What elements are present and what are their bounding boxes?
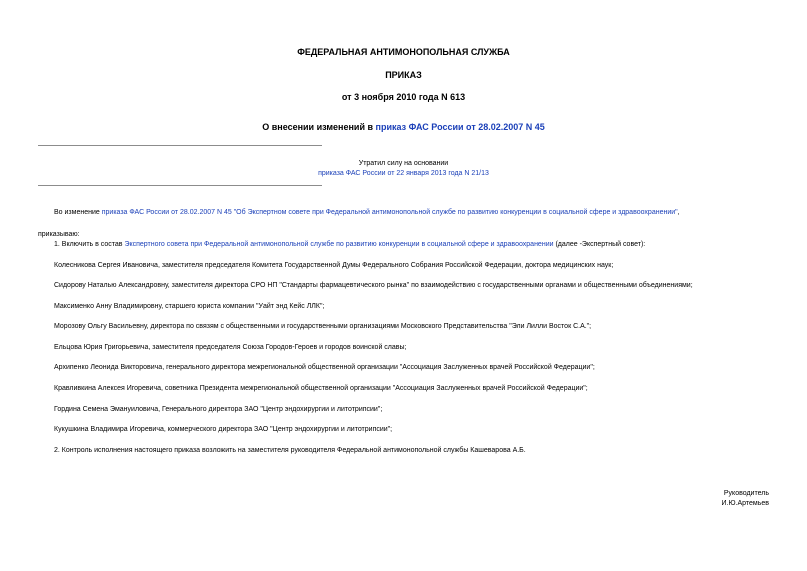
intro-paragraph bbox=[54, 209, 680, 216]
member-item: Гордина Семена Эмануиловича, Генерального директора ЗАО "Центр эндохирургии и литотрипсии"; bbox=[54, 406, 383, 413]
status-link[interactable]: приказа ФАС России от 22 января 2013 года N 21/13 bbox=[318, 170, 489, 177]
member-item: Колесникова Сергея Ивановича, заместителя председателя Комитета Государственной Думы Федерального Собрания Российской Федерации, доктора медицинских наук; bbox=[54, 262, 614, 269]
member-item: Кравливкина Алексея Игоревича, советника Президента межрегиональной общественной организации "Ассоциация Заслуженных врачей Российской Федерации"; bbox=[54, 385, 588, 392]
intro-link[interactable]: приказа ФАС России от 28.02.2007 N 45 "Об Экспертном совете при Федеральной антимонопольной службе по развитию конкуренции в социальной сфере и здравоохранении" bbox=[101, 209, 678, 216]
agency-name: ФЕДЕРАЛЬНАЯ АНТИМОНОПОЛЬНАЯ СЛУЖБА bbox=[297, 47, 510, 57]
divider-top bbox=[38, 145, 322, 146]
doc-title bbox=[0, 122, 807, 132]
signature-title: Руководитель bbox=[723, 490, 769, 497]
status-link-wrap bbox=[0, 170, 807, 177]
doc-date-number: от 3 ноября 2010 года N 613 bbox=[341, 92, 466, 102]
member-item: Максименко Анну Владимировну, старшего юриста компании "Уайт энд Кейс ЛЛК"; bbox=[54, 303, 325, 310]
item-1-link[interactable]: Экспертного совета при Федеральной антимонопольной службе по развитию конкуренции в социальной сфере и здравоохранении bbox=[124, 241, 554, 248]
signature-name: И.Ю.Артемьев bbox=[721, 500, 769, 507]
member-item: Ельцова Юрия Григорьевича, заместителя председателя Союза Городов-Героев и городов воинской славы; bbox=[54, 344, 407, 351]
member-item: Кукушкина Владимира Игоревича, коммерческого директора ЗАО "Центр эндохирургии и литотрипсии"; bbox=[54, 426, 393, 433]
member-item: Сидорову Наталью Александровну, заместителя директора СРО НП "Стандарты фармацевтического рынка" по взаимодействию с государственными органами и общественными объединениями; bbox=[54, 282, 693, 289]
order-word: приказываю: bbox=[38, 231, 80, 238]
item-1-suffix: (далее -Экспертный совет): bbox=[553, 241, 646, 248]
doc-title-link[interactable]: приказ ФАС России от 28.02.2007 N 45 bbox=[375, 122, 545, 132]
doc-type: ПРИКАЗ bbox=[385, 70, 422, 80]
intro-suffix: , bbox=[677, 209, 680, 216]
doc-title-prefix: О внесении изменений в bbox=[262, 122, 376, 132]
member-item: Морозову Ольгу Васильевну, директора по связям с общественными и государственными организациями Московского Представительства "Эли Лилли Восток С.А."; bbox=[54, 323, 592, 330]
signature-block bbox=[722, 489, 770, 509]
status-line: Утратил силу на основании bbox=[358, 160, 449, 167]
member-item: Архипенко Леонида Викторовича, генерального директора межрегиональной общественной организации "Ассоциация Заслуженных врачей Российской Федерации"; bbox=[54, 364, 595, 371]
item-2: 2. Контроль исполнения настоящего приказа возложить на заместителя руководителя Федеральной антимонопольной службы Кашеварова А.Б. bbox=[54, 447, 526, 454]
intro-prefix: Во изменение bbox=[54, 209, 102, 216]
divider-bottom bbox=[38, 185, 322, 186]
item-1 bbox=[54, 241, 645, 248]
item-1-prefix: 1. Включить в состав bbox=[54, 241, 125, 248]
